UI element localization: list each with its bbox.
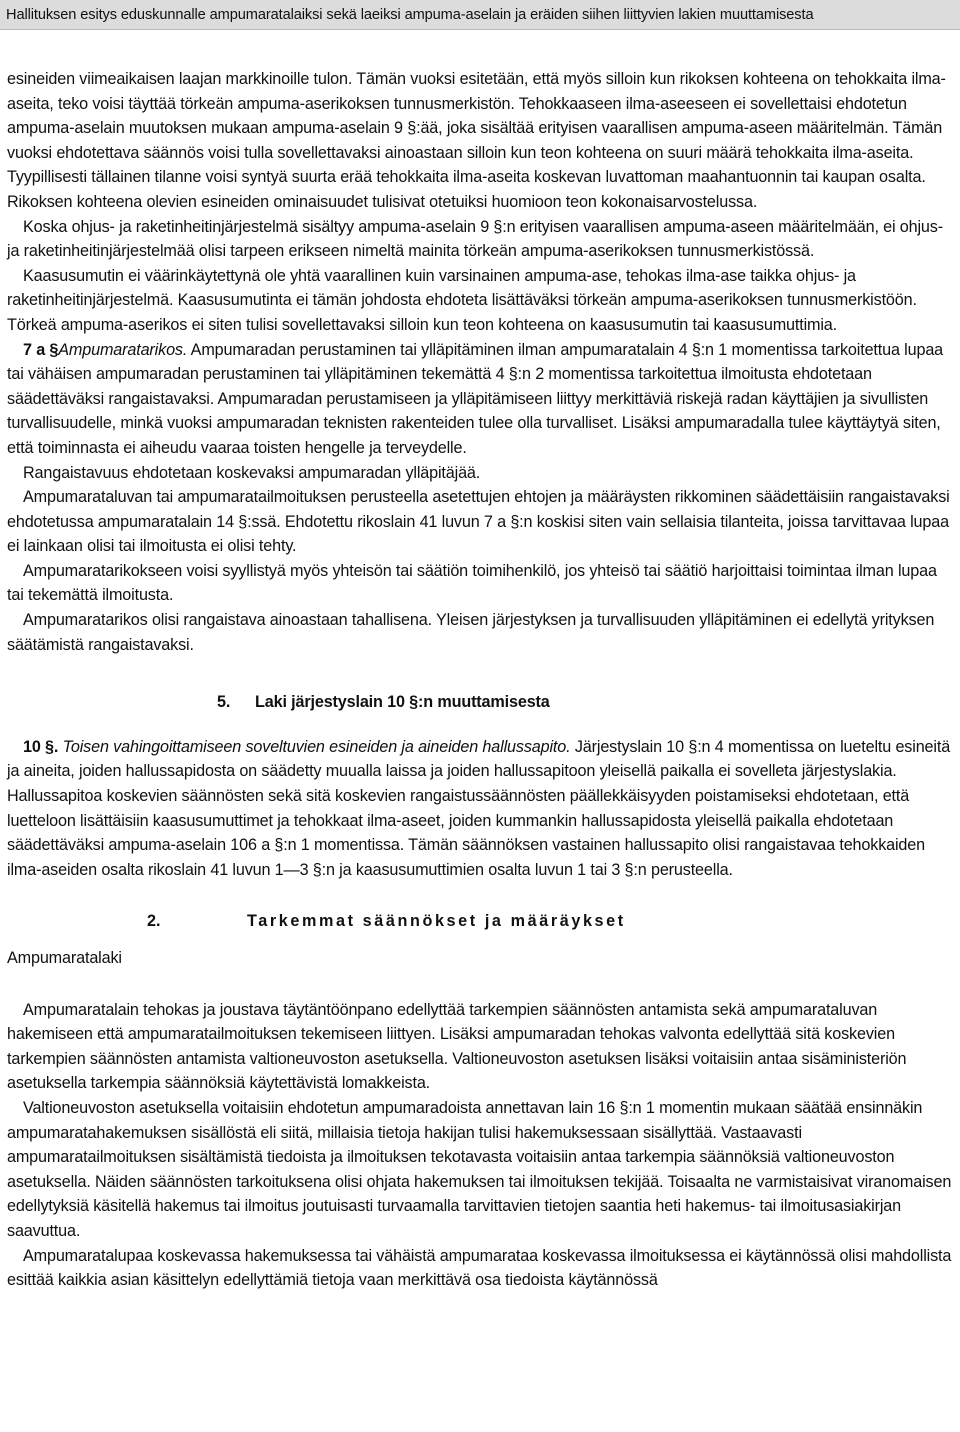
section-10-paragraph bbox=[7, 735, 952, 883]
section-heading-number: 5. bbox=[217, 693, 231, 712]
paragraph: esineiden viimeaikaisen laajan markkinoille tulon. Tämän vuoksi esitetään, että myös silloin kun rikoksen kohteena on tehokkaita ilma-aseita, teko voisi täyttää törkeän ampuma-aserikoksen tunnusmerkistön. Tehokkaaseen ilma-aseeseen ei sovellettaisi ehdotetun ampuma-aselain muutoksen mukaan ampuma-aselain 9 §:ää, joka sisältää erityisen vaarallisen ampuma-aseen määritelmän. Tämän vuoksi ehdotettava säännös voisi tulla sovellettavaksi ainoastaan silloin kun teon kohteena on suuri määrä tehokkaita ilma-aseita. Tyypillisesti tällainen tilanne voisi syntyä suurta erää tehokkaita ilma-aseita koskevan luvattoman maahantuonnin tai kaupan osalta. Rikoksen kohteena olevien esineiden ominaisuudet tulisivat otetuiksi huomioon teon kokonaisarvostelussa. bbox=[7, 70, 946, 211]
paragraph: Ampumarataluvan tai ampumaratailmoituksen perusteella asetettujen ehtojen ja määräysten rikkominen säädettäisiin rangaistavaksi ehdotetussa ampumaratalain 14 §:ssä. Ehdotettu rikoslain 41 luvun 7 a §:n koskisi siten vain sellaisia tilanteita, joissa tarvittavaa lupaa ei lainkaan olisi tai ilmoitusta ei olisi tehty. bbox=[7, 488, 950, 556]
section-number: 10 §. bbox=[23, 737, 59, 756]
section-7a-paragraph bbox=[7, 338, 952, 461]
page-header: Hallituksen esitys eduskunnalle ampumaratalaiksi sekä laeiksi ampuma-aselain ja eräiden siihen liittyvien lakien muuttamisesta bbox=[0, 0, 960, 30]
paragraph: Rangaistavuus ehdotetaan koskevaksi ampumaradan ylläpitäjää. bbox=[23, 463, 481, 482]
section-heading-title: Laki järjestyslain 10 §:n muuttamisesta bbox=[255, 693, 550, 712]
law-label: Ampumaratalaki bbox=[7, 949, 122, 967]
paragraph: Ampumaratarikos olisi rangaistava ainoastaan tahallisena. Yleisen järjestyksen ja turvallisuuden ylläpitäminen ei edellytä yrityksen säätämistä rangaistavaksi. bbox=[7, 611, 935, 654]
paragraph: Koska ohjus- ja raketinheitinjärjestelmä sisältyy ampuma-aselain 9 §:n erityisen vaarallisen ampuma-aseen määritelmään, ei ohjus- ja raketinheitinjärjestelmää olisi tarpeen erikseen nimeltä mainita törkeän ampuma-aserikoksen tunnusmerkistössä. bbox=[7, 217, 943, 261]
paragraph: Ampumaratalain tehokas ja joustava täytäntöönpano edellyttää tarkempien säännösten antamista sekä ampumarataluvan hakemiseen että ampumaratailmoituksen tekemiseen liittyen. Lisäksi ampumaradan tehokas valvonta edellyttää sitä koskevien tarkempien säännösten antamista valtioneuvoston asetuksella. Valtioneuvoston asetuksen lisäksi voitaisiin antaa sisäministeriön asetuksella tarkempia säännöksiä käytettävistä lomakkeista. bbox=[7, 1000, 907, 1093]
chapter-heading-title: Tarkemmat säännökset ja määräykset bbox=[247, 912, 626, 931]
section-number: 7 a § bbox=[23, 340, 59, 359]
paragraph: Valtioneuvoston asetuksella voitaisiin ehdotetun ampumaradoista annettavan lain 16 §:n 1 momentin mukaan säätää ensinnäkin ampumaratahakemuksen sisällöstä eli siitä, millaisia tietoja hakijan tulisi hakemuksessaan sisällyttää. Vastaavasti ampumaratailmoituksen sisältämistä tiedoista ja ilmoituksen tekotavasta voitaisiin antaa tarkempia säännöksiä valtioneuvoston asetuksella. Näiden säännösten tarkoituksena olisi ohjata hakemuksen tai ilmoituksen tekijää. Toisaalta ne varmistaisivat viranomaisen edellytyksiä käsitellä hakemus tai ilmoitus joutuisasti turvaamalla tarvittavien tietojen saantia heti hakemus- tai ilmoitusasiakirjan saavuttua. bbox=[7, 1098, 952, 1240]
section-text: Ampumaradan perustaminen tai ylläpitäminen ilman ampumaratalain 4 §:n 1 momentissa tarkoitettua lupaa tai vähäisen ampumaradan perustaminen tai ylläpitäminen tekemättä 4 §:n 2 momentissa tarkoitettua ilmoitusta ehdotetaan säädettäväksi rangaistavaksi. Ampumaradan perustamiseen ja ylläpitämiseen liittyy merkittäviä riskejä radan käyttäjien ja sivullisten turvallisuudelle, minkä vuoksi ampumaradan teknisten rakenteiden tulee olla turvalliset. Lisäksi ampumaradalla tulee käyttäytyä siten, että toiminnasta ei aiheudu vaaraa toisten hengelle ja terveydelle. bbox=[7, 340, 944, 457]
section-heading bbox=[7, 690, 952, 715]
paragraph: Ampumaratalupaa koskevassa hakemuksessa tai vähäistä ampumarataa koskevassa ilmoituksessa ei käytännössä olisi mahdollista esittää kaikkia asian käsittelyn edellyttämiä tietoja vaan merkittävä osa tiedoista käytännössä bbox=[7, 1246, 952, 1290]
section-title: Toisen vahingoittamiseen soveltuvien esineiden ja aineiden hallussapito. bbox=[62, 737, 571, 756]
paragraph: Ampumaratarikokseen voisi syyllistyä myös yhteisön tai säätiön toimihenkilö, jos yhteisö tai säätiö harjoittaisi toimintaa ilman lupaa tai tekemättä ilmoitusta. bbox=[7, 561, 937, 605]
paragraph: Kaasusumutin ei väärinkäytettynä ole yhtä vaarallinen kuin varsinainen ampuma-ase, tehokas ilma-ase taikka ohjus- ja raketinheitinjärjestelmä. Kaasusumutinta ei tämän johdosta ehdoteta lisättäväksi törkeän ampuma-aserikoksen tunnusmerkistöön. Törkeä ampuma-aserikos ei siten tulisi sovellettavaksi silloin kun teon kohteena on kaasusumutin tai kaasusumuttimia. bbox=[7, 266, 917, 334]
chapter-heading bbox=[7, 909, 952, 934]
document-body bbox=[7, 67, 952, 1293]
chapter-heading-number: 2. bbox=[147, 912, 161, 931]
section-title: Ampumaratarikos. bbox=[58, 340, 188, 359]
section-text: Järjestyslain 10 §:n 4 momentissa on lueteltu esineitä ja aineita, joiden hallussapidosta on säädetty muualla laissa ja joiden hallussapitoon yleisellä paikalla ei sovelleta järjestyslakia. Hallussapitoa koskevien säännösten sekä sitä koskevien rangaistussäännösten päällekkäisyyden poistamiseksi ehdotetaan, että luetteloon lisättäisiin kaasusumuttimet ja tehokkaat ilma-aseet, joiden kummankin hallussapidosta yleisellä paikalla ehdotetaan säädettäväksi ampuma-aselain 106 a §:n 1 momentissa. Tämän säännöksen vastainen hallussapito olisi rangaistavaa tehokkaiden ilma-aseiden osalta rikoslain 41 luvun 1—3 §:n ja kaasusumuttimien osalta luvun 1 tai 3 §:n perusteella. bbox=[7, 737, 951, 879]
